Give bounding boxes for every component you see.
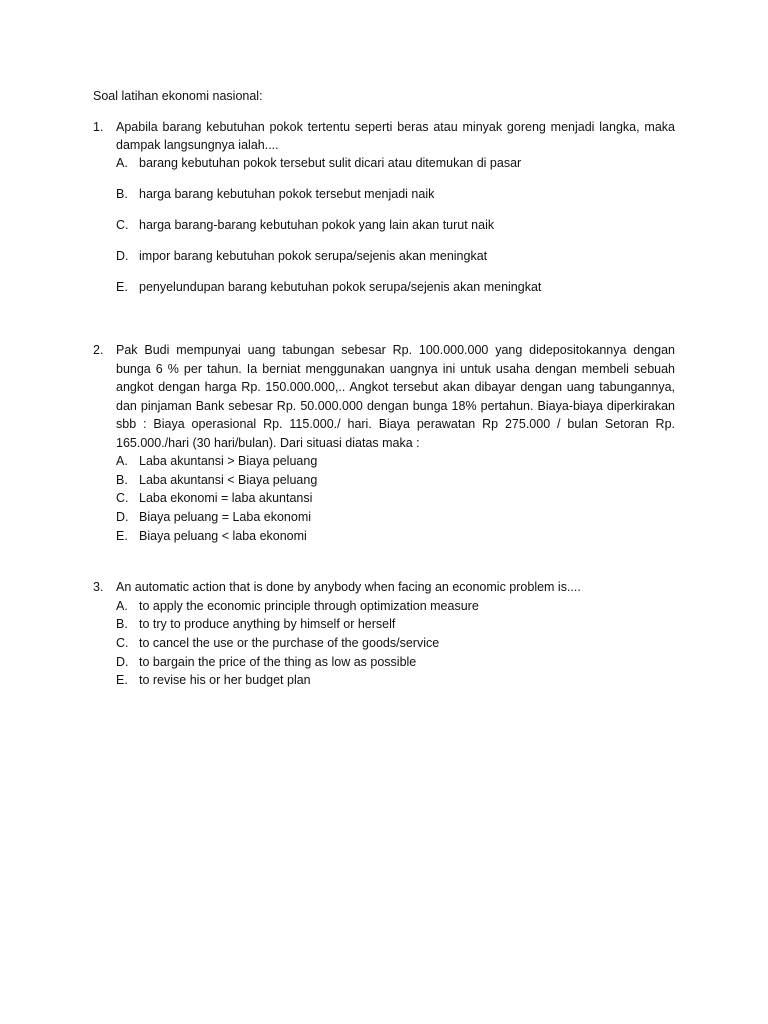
option-a [116, 452, 675, 471]
option-b [116, 615, 675, 634]
option-text: harga barang-barang kebutuhan pokok yang lain akan turut naik [139, 218, 495, 232]
option-text: impor barang kebutuhan pokok serupa/sejenis akan meningkat [139, 249, 488, 263]
question-stem [93, 578, 675, 597]
question-2 [93, 341, 675, 545]
option-d [116, 653, 675, 672]
option-letter: E. [116, 280, 128, 294]
option-d [116, 247, 675, 278]
option-text: penyelundupan barang kebutuhan pokok serupa/sejenis akan meningkat [139, 280, 542, 294]
option-a [116, 597, 675, 616]
option-letter: E. [116, 528, 128, 543]
option-text: to try to produce anything by himself or herself [139, 617, 396, 632]
option-letter: D. [116, 654, 129, 669]
option-letter: C. [116, 491, 129, 506]
option-letter: A. [116, 598, 128, 613]
question-1 [93, 118, 675, 309]
option-list [93, 597, 675, 690]
option-e [116, 671, 675, 690]
question-stem [93, 341, 675, 452]
option-list [93, 452, 675, 545]
option-text: Biaya peluang = Laba ekonomi [139, 510, 312, 525]
option-b [116, 185, 675, 216]
option-letter: B. [116, 617, 128, 632]
option-text: to apply the economic principle through optimization measure [139, 598, 479, 613]
option-letter: A. [116, 156, 128, 170]
option-letter: B. [116, 187, 128, 201]
option-letter: E. [116, 673, 128, 688]
option-letter: D. [116, 510, 129, 525]
option-letter: C. [116, 218, 129, 232]
option-e [116, 527, 675, 546]
question-number: 1. [93, 120, 104, 134]
option-a [116, 154, 675, 185]
question-number: 3. [93, 580, 104, 594]
option-text: barang kebutuhan pokok tersebut sulit dicari atau ditemukan di pasar [139, 156, 522, 170]
option-letter: A. [116, 454, 128, 468]
option-letter: B. [116, 472, 128, 487]
option-text: Laba akuntansi > Biaya peluang [139, 454, 318, 468]
option-text: Laba ekonomi = laba akuntansi [139, 491, 313, 506]
question-stem [93, 118, 675, 154]
question-text: An automatic action that is done by anybody when facing an economic problem is.... [116, 580, 581, 594]
option-list [93, 154, 675, 309]
question-text: Apabila barang kebutuhan pokok tertentu seperti beras atau minyak goreng menjadi langka, maka dampak langsungnya ialah.... [116, 120, 675, 152]
option-text: to cancel the use or the purchase of the goods/service [139, 635, 440, 650]
option-text: harga barang kebutuhan pokok tersebut menjadi naik [139, 187, 435, 201]
option-d [116, 508, 675, 527]
option-text: Biaya peluang < laba ekonomi [139, 528, 307, 543]
option-c [116, 489, 675, 508]
option-c [116, 634, 675, 653]
option-c [116, 216, 675, 247]
option-text: to revise his or her budget plan [139, 673, 311, 688]
option-b [116, 471, 675, 490]
question-text: Pak Budi mempunyai uang tabungan sebesar Rp. 100.000.000 yang didepositokannya dengan bunga 6 % per tahun. Ia berniat menggunakan uangnya ini untuk usaha dengan membeli sebuah angkot dengan harga Rp. 150.000.000,.. Angkot tersebut akan dibayar dengan uang tabungannya, dan pinjaman Bank sebesar Rp. 50.000.000 dengan bunga 18% pertahun. Biaya-biaya diperkirakan sbb : Biaya operasional Rp. 115.000./ hari. Biaya perawatan Rp 275.000 / bulan Setoran Rp. 165.000./hari (30 hari/bulan). Dari situasi diatas maka : [116, 343, 675, 450]
question-3 [93, 578, 675, 690]
option-letter: D. [116, 249, 129, 263]
option-e [116, 278, 675, 309]
option-letter: C. [116, 635, 129, 650]
option-text: Laba akuntansi < Biaya peluang [139, 472, 318, 487]
question-number: 2. [93, 343, 104, 357]
option-text: to bargain the price of the thing as low as possible [139, 654, 417, 669]
document-title: Soal latihan ekonomi nasional: [93, 89, 263, 103]
